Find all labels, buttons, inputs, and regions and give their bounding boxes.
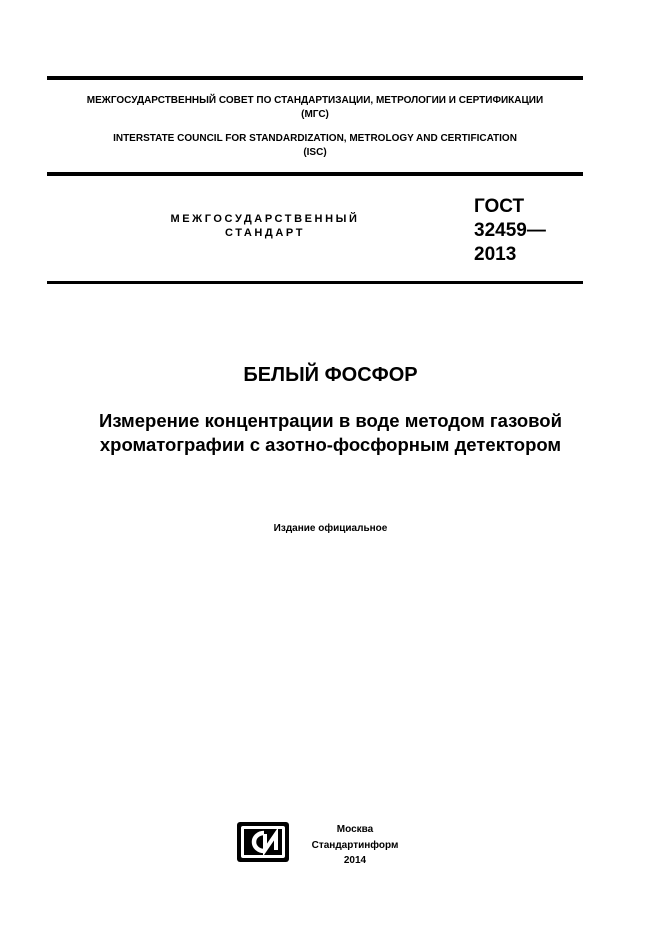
document-subtitle bbox=[40, 409, 621, 457]
council-name-ru bbox=[47, 94, 583, 122]
publisher-name: Стандартинформ bbox=[311, 839, 399, 851]
publisher-block bbox=[300, 822, 410, 869]
standard-type-line1: МЕЖГОСУДАРСТВЕННЫЙ bbox=[170, 213, 360, 225]
standard-designation bbox=[474, 195, 546, 267]
standard-type bbox=[120, 212, 410, 240]
standard-type-line2: СТАНДАРТ bbox=[224, 227, 306, 239]
publisher-year: 2014 bbox=[343, 855, 367, 866]
council-abbr-en: (ISC) bbox=[303, 147, 327, 158]
subtitle-line2: хроматографии с азотно-фосфорным детектором bbox=[99, 434, 562, 455]
designation-number: 32459— bbox=[474, 220, 546, 241]
subtitle-line1: Измерение концентрации в воде методом газовой bbox=[99, 410, 562, 431]
council-name-en bbox=[47, 132, 583, 160]
standartinform-logo-icon bbox=[236, 821, 290, 863]
middle-rule bbox=[47, 172, 583, 176]
council-name-ru-text: МЕЖГОСУДАРСТВЕННЫЙ СОВЕТ ПО СТАНДАРТИЗАЦИИ, МЕТРОЛОГИИ И СЕРТИФИКАЦИИ bbox=[86, 95, 544, 106]
council-name-en-text: INTERSTATE COUNCIL FOR STANDARDIZATION, METROLOGY AND CERTIFICATION bbox=[113, 133, 517, 144]
top-rule bbox=[47, 76, 583, 80]
bottom-rule bbox=[47, 281, 583, 284]
designation-year: 2013 bbox=[474, 244, 517, 265]
publisher-city: Москва bbox=[336, 824, 374, 835]
edition-label: Издание официальное bbox=[273, 523, 388, 534]
document-title: БЕЛЫЙ ФОСФОР bbox=[243, 364, 418, 386]
council-abbr-ru: (МГС) bbox=[301, 109, 329, 120]
designation-prefix: ГОСТ bbox=[474, 196, 525, 217]
